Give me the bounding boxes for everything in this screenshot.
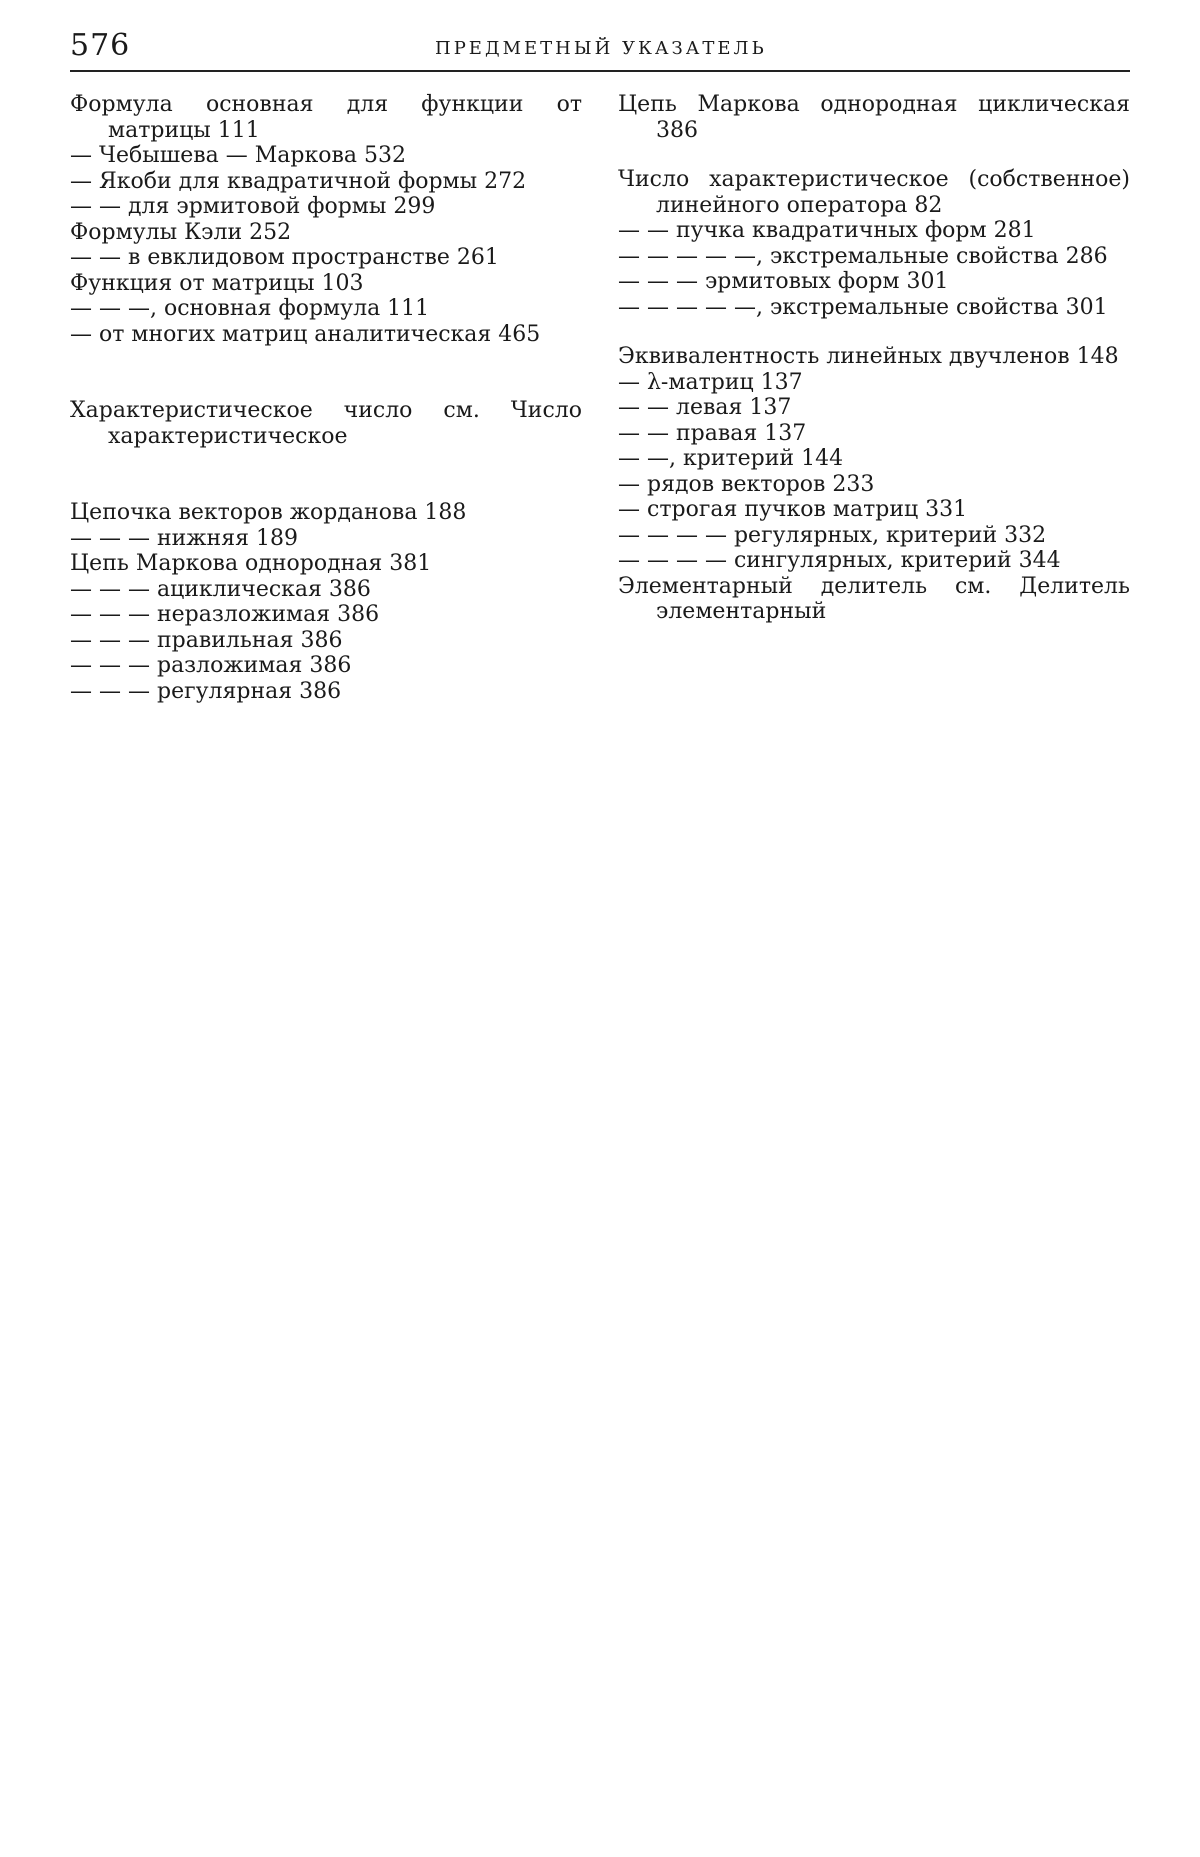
group-spacer [618,143,1130,167]
index-entry: — — — разложимая 386 [70,653,352,678]
index-entry: — — правая 137 [618,420,807,446]
index-entry: Эквивалентность линейных двучленов 148 [618,344,1119,369]
index-entry: — —, критерий 144 [618,446,844,471]
index-entry: — Чебышева — Маркова 532 [70,143,406,168]
index-entry: — — — — —, экстремальные свойства 301 [618,294,1108,320]
index-entry: Формулы Кэли 252 [70,219,292,245]
group-spacer [70,449,582,500]
right-column [618,92,1130,625]
group-spacer [618,320,1130,344]
index-entry: — от многих матриц аналитическая 465 [70,321,541,347]
index-entry: — — — нижняя 189 [70,525,298,551]
index-entry: — — —, основная формула 111 [70,296,430,321]
index-entry: — — — — сингулярных, критерий 344 [618,548,1061,573]
index-entry: Элементарный делитель см. Делитель элементарный [618,573,1130,624]
index-entry: — — — неразложимая 386 [70,602,380,627]
index-entry: — — в евклидовом пространстве 261 [70,245,499,270]
index-entry: — λ-матриц 137 [618,369,803,395]
index-entry: — — для эрмитовой формы 299 [70,194,436,219]
index-entry: Цепь Маркова однородная 381 [70,551,432,576]
index-entry: — — пучка квадратичных форм 281 [618,218,1036,243]
index-entry: — рядов векторов 233 [618,471,875,497]
index-entry: Число характеристическое (собственное) линейного оператора 82 [618,167,1130,218]
index-entry: — — — — —, экстремальные свойства 286 [618,243,1108,269]
index-entry: — — левая 137 [618,395,792,420]
index-entry: — — — — регулярных, критерий 332 [618,522,1047,548]
index-page [70,28,1130,704]
index-entry: — Якоби для квадратичной формы 272 [70,168,527,194]
group-spacer [70,347,582,398]
index-entry: — — — правильная 386 [70,627,343,653]
index-entry: — — — эрмитовых форм 301 [618,269,949,294]
index-entry: Цепь Маркова однородная циклическая 386 [618,92,1130,143]
index-entry: Функция от матрицы 103 [70,270,364,296]
index-entry: Цепочка векторов жорданова 188 [70,500,467,525]
index-entry: — строгая пучков матриц 331 [618,497,968,522]
running-title: ПРЕДМЕТНЫЙ УКАЗАТЕЛЬ [435,38,767,59]
header-rule [70,70,1130,72]
page-number: 576 [70,28,131,63]
left-column [70,92,582,704]
page-header [70,28,1130,70]
index-entry: Формула основная для функции от матрицы 111 [70,92,582,143]
index-entry: Характеристическое число см. Число характеристическое [70,398,582,449]
index-entry: — — — ациклическая 386 [70,576,371,602]
index-entry: — — — регулярная 386 [70,678,342,704]
